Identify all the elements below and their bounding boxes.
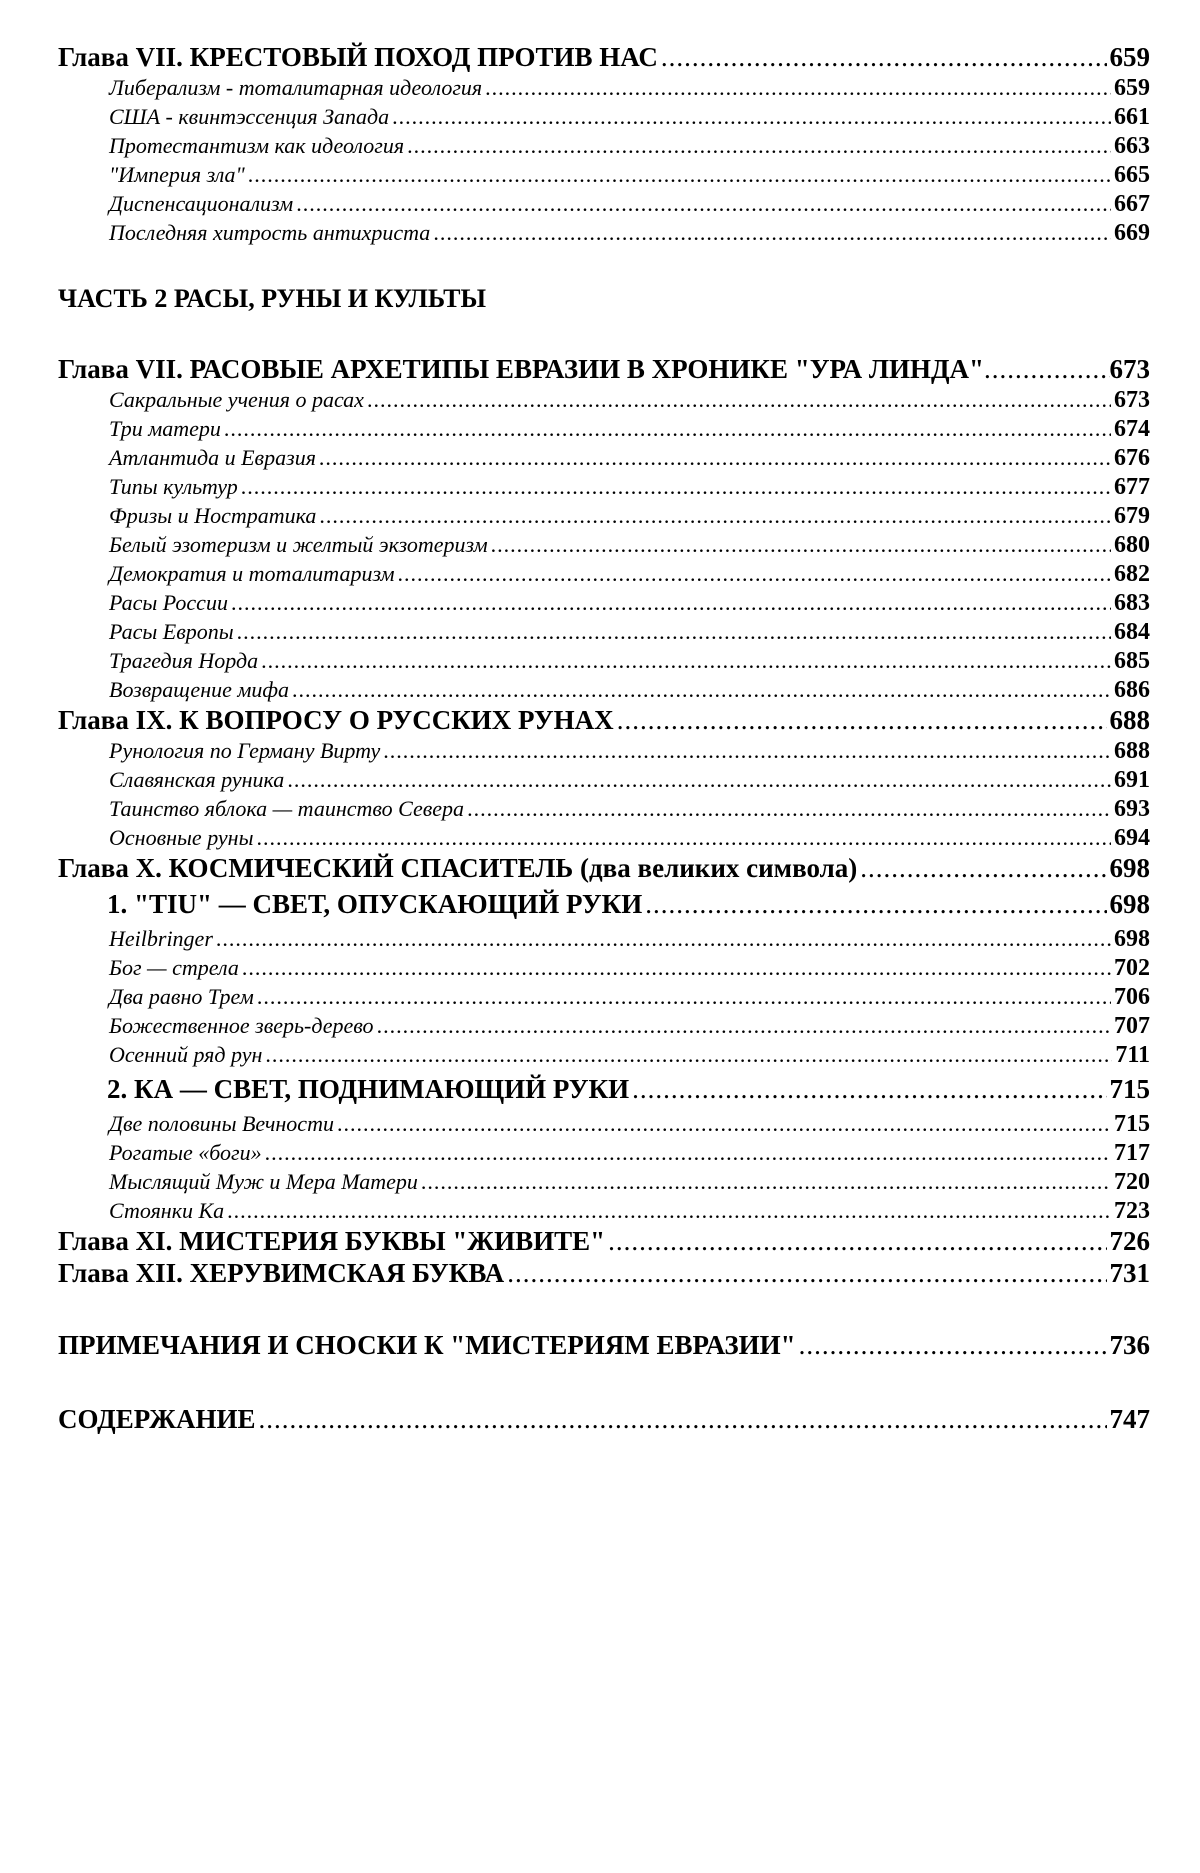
- part-title: ЧАСТЬ 2 РАСЫ, РУНЫ И КУЛЬТЫ: [58, 284, 486, 313]
- dot-leader: [261, 650, 1111, 672]
- toc-entry: [58, 678, 1150, 707]
- dot-leader: [367, 389, 1111, 411]
- dot-leader: [242, 957, 1111, 979]
- page-number: 680: [1114, 532, 1150, 558]
- dot-leader: [287, 769, 1111, 791]
- dot-leader: [860, 855, 1106, 882]
- entry-title: Демократия и тоталитаризм: [109, 561, 395, 586]
- entry-title: Расы Европы: [109, 619, 234, 644]
- toc-chapter-10: [58, 855, 1150, 887]
- toc-entry: [58, 985, 1150, 1014]
- page-number: 659: [1114, 75, 1150, 101]
- dot-leader: [257, 986, 1111, 1008]
- page-number: 669: [1114, 220, 1150, 246]
- entry-title: Атлантида и Евразия: [109, 445, 316, 470]
- entry-title: Белый эзотеризм и желтый экзотеризм: [109, 532, 488, 557]
- dot-leader: [608, 1228, 1106, 1255]
- toc-contents: [58, 1406, 1150, 1438]
- dot-leader: [227, 1200, 1111, 1222]
- page-number: 693: [1114, 796, 1150, 822]
- toc-entry: [58, 1014, 1150, 1043]
- page-number: 715: [1114, 1111, 1150, 1137]
- page-number: 688: [1114, 738, 1150, 764]
- toc-entry: [58, 533, 1150, 562]
- toc-entry: [58, 76, 1150, 105]
- dot-leader: [661, 44, 1107, 71]
- entry-title: Рунология по Герману Вирту: [109, 738, 381, 763]
- entry-title: Heilbringer: [109, 926, 213, 951]
- toc-entry: [58, 591, 1150, 620]
- toc-entry: [58, 620, 1150, 649]
- dot-leader: [248, 164, 1111, 186]
- toc-entry: [58, 562, 1150, 591]
- toc-chapter-9: [58, 707, 1150, 739]
- entry-title: Трагедия Норда: [109, 648, 259, 673]
- entry-title: США - квинтэссенция Запада: [109, 104, 390, 129]
- page-number: 706: [1114, 984, 1150, 1010]
- page-number: 698: [1109, 853, 1150, 883]
- dot-leader: [433, 222, 1111, 244]
- toc-entry: [58, 1141, 1150, 1170]
- entry-title: Две половины Вечности: [109, 1111, 334, 1136]
- page-number: 674: [1114, 416, 1150, 442]
- entry-title: Мыслящий Муж и Мера Матери: [109, 1169, 418, 1194]
- page-number: 673: [1114, 387, 1150, 413]
- chapter-title: Глава XII. ХЕРУВИМСКАЯ БУКВА: [58, 1258, 505, 1288]
- dot-leader: [467, 798, 1111, 820]
- dot-leader: [319, 505, 1111, 527]
- toc-part-2: [58, 286, 1150, 322]
- dot-leader: [377, 1015, 1111, 1037]
- page-number: 711: [1115, 1042, 1150, 1068]
- entry-title: Расы России: [109, 590, 228, 615]
- toc-entry: [58, 826, 1150, 855]
- page-number: 715: [1109, 1074, 1150, 1104]
- page-number: 702: [1114, 955, 1150, 981]
- page-number: 663: [1114, 133, 1150, 159]
- dot-leader: [231, 592, 1111, 614]
- dot-leader: [485, 77, 1111, 99]
- dot-leader: [617, 707, 1107, 734]
- toc-chapter-8: [58, 356, 1150, 388]
- toc-chapter-11: [58, 1228, 1150, 1260]
- entry-title: Возвращение мифа: [109, 677, 290, 702]
- dot-leader: [507, 1260, 1106, 1287]
- entry-title: Два равно Трем: [109, 984, 254, 1009]
- entry-title: Осенний ряд рун: [109, 1042, 263, 1067]
- entry-title: Последняя хитрость антихриста: [109, 220, 431, 245]
- entry-title: Стоянки Ка: [109, 1198, 225, 1223]
- entry-title: Сакральные учения о расах: [109, 387, 364, 412]
- dot-leader: [421, 1171, 1111, 1193]
- chapter-title: Глава VII. РАСОВЫЕ АРХЕТИПЫ ЕВРАЗИИ В ХРОНИКЕ "УРА ЛИНДА": [58, 354, 985, 384]
- page-number: 677: [1114, 474, 1150, 500]
- toc-entry: [58, 1043, 1150, 1072]
- dot-leader: [799, 1332, 1107, 1359]
- toc-entry: [58, 797, 1150, 826]
- toc-entry: [58, 927, 1150, 956]
- page-number: 694: [1114, 825, 1150, 851]
- section-title: 2. КА — СВЕТ, ПОДНИМАЮЩИЙ РУКИ: [107, 1074, 630, 1104]
- page-number: 688: [1109, 705, 1150, 735]
- dot-leader: [383, 740, 1111, 762]
- toc-entry: [58, 221, 1150, 250]
- toc-section-2: [58, 1072, 1150, 1112]
- chapter-title: Глава XI. МИСТЕРИЯ БУКВЫ "ЖИВИТЕ": [58, 1226, 606, 1256]
- chapter-title: Глава IX. К ВОПРОСУ О РУССКИХ РУНАХ: [58, 705, 614, 735]
- dot-leader: [292, 679, 1111, 701]
- dot-leader: [224, 418, 1111, 440]
- dot-leader: [337, 1113, 1111, 1135]
- page-number: 684: [1114, 619, 1150, 645]
- dot-leader: [237, 621, 1111, 643]
- toc-entry: [58, 768, 1150, 797]
- toc-entry: [58, 649, 1150, 678]
- page-number: 661: [1114, 104, 1150, 130]
- toc-entry: [58, 504, 1150, 533]
- page-number: 685: [1114, 648, 1150, 674]
- page-number: 698: [1114, 926, 1150, 952]
- entry-title: Основные руны: [109, 825, 254, 850]
- dot-leader: [398, 563, 1111, 585]
- toc-entry: [58, 163, 1150, 192]
- page-number: 683: [1114, 590, 1150, 616]
- dot-leader: [256, 827, 1111, 849]
- toc-entry: [58, 134, 1150, 163]
- page-number: 726: [1109, 1226, 1150, 1256]
- dot-leader: [632, 1076, 1106, 1103]
- toc-entry: [58, 105, 1150, 134]
- toc-entry: [58, 475, 1150, 504]
- toc-entry: [58, 1170, 1150, 1199]
- dot-leader: [241, 476, 1111, 498]
- dot-leader: [392, 106, 1111, 128]
- dot-leader: [265, 1142, 1111, 1164]
- page-number: 665: [1114, 162, 1150, 188]
- dot-leader: [645, 891, 1106, 918]
- toc-chapter-7: [58, 44, 1150, 76]
- entry-title: Либерализм - тоталитарная идеология: [109, 75, 483, 100]
- toc-entry: [58, 388, 1150, 417]
- entry-title: Фризы и Ностратика: [109, 503, 317, 528]
- entry-title: Диспенсационализм: [109, 191, 294, 216]
- section-title: 1. "TIU" — СВЕТ, ОПУСКАЮЩИЙ РУКИ: [107, 889, 643, 919]
- entry-title: Божественное зверь-дерево: [109, 1013, 374, 1038]
- toc-entry: [58, 956, 1150, 985]
- entry-title: Славянская руника: [109, 767, 285, 792]
- dot-leader: [216, 928, 1111, 950]
- notes-title: ПРИМЕЧАНИЯ И СНОСКИ К "МИСТЕРИЯМ ЕВРАЗИИ": [58, 1330, 796, 1360]
- toc-section-1: [58, 887, 1150, 927]
- dot-leader: [407, 135, 1111, 157]
- dot-leader: [984, 356, 1109, 383]
- toc-notes: [58, 1332, 1150, 1364]
- page-number: 720: [1114, 1169, 1150, 1195]
- dot-leader: [319, 447, 1111, 469]
- page-number: 686: [1114, 677, 1150, 703]
- entry-title: Типы культур: [109, 474, 238, 499]
- dot-leader: [296, 193, 1111, 215]
- page-number: 707: [1114, 1013, 1150, 1039]
- table-of-contents: [58, 44, 1150, 1438]
- page-number: 659: [1109, 42, 1150, 72]
- page-number: 698: [1109, 889, 1150, 919]
- entry-title: "Империя зла": [109, 162, 245, 187]
- toc-entry: [58, 1199, 1150, 1228]
- entry-title: Протестантизм как идеология: [109, 133, 405, 158]
- entry-title: Рогатые «боги»: [109, 1140, 262, 1165]
- contents-title: СОДЕРЖАНИЕ: [58, 1404, 256, 1434]
- page-number: 736: [1109, 1330, 1150, 1360]
- page-number: 682: [1114, 561, 1150, 587]
- page-number: 667: [1114, 191, 1150, 217]
- chapter-title: Глава VII. КРЕСТОВЫЙ ПОХОД ПРОТИВ НАС: [58, 42, 658, 72]
- page-number: 673: [1109, 354, 1150, 384]
- page-number: 731: [1109, 1258, 1150, 1288]
- entry-title: Бог — стрела: [109, 955, 239, 980]
- page-number: 676: [1114, 445, 1150, 471]
- toc-entry: [58, 192, 1150, 221]
- chapter-title: Глава X. КОСМИЧЕСКИЙ СПАСИТЕЛЬ (два великих символа): [58, 853, 858, 883]
- page-number: 747: [1109, 1404, 1150, 1434]
- toc-chapter-12: [58, 1260, 1150, 1292]
- page-number: 679: [1114, 503, 1150, 529]
- dot-leader: [491, 534, 1111, 556]
- toc-entry: [58, 739, 1150, 768]
- page-number: 717: [1114, 1140, 1150, 1166]
- toc-entry: [58, 1112, 1150, 1141]
- toc-entry: [58, 446, 1150, 475]
- entry-title: Три матери: [109, 416, 221, 441]
- dot-leader: [265, 1044, 1112, 1066]
- toc-entry: [58, 417, 1150, 446]
- page-number: 723: [1114, 1198, 1150, 1224]
- dot-leader: [259, 1406, 1107, 1433]
- page-number: 691: [1114, 767, 1150, 793]
- entry-title: Таинство яблока — таинство Севера: [109, 796, 465, 821]
